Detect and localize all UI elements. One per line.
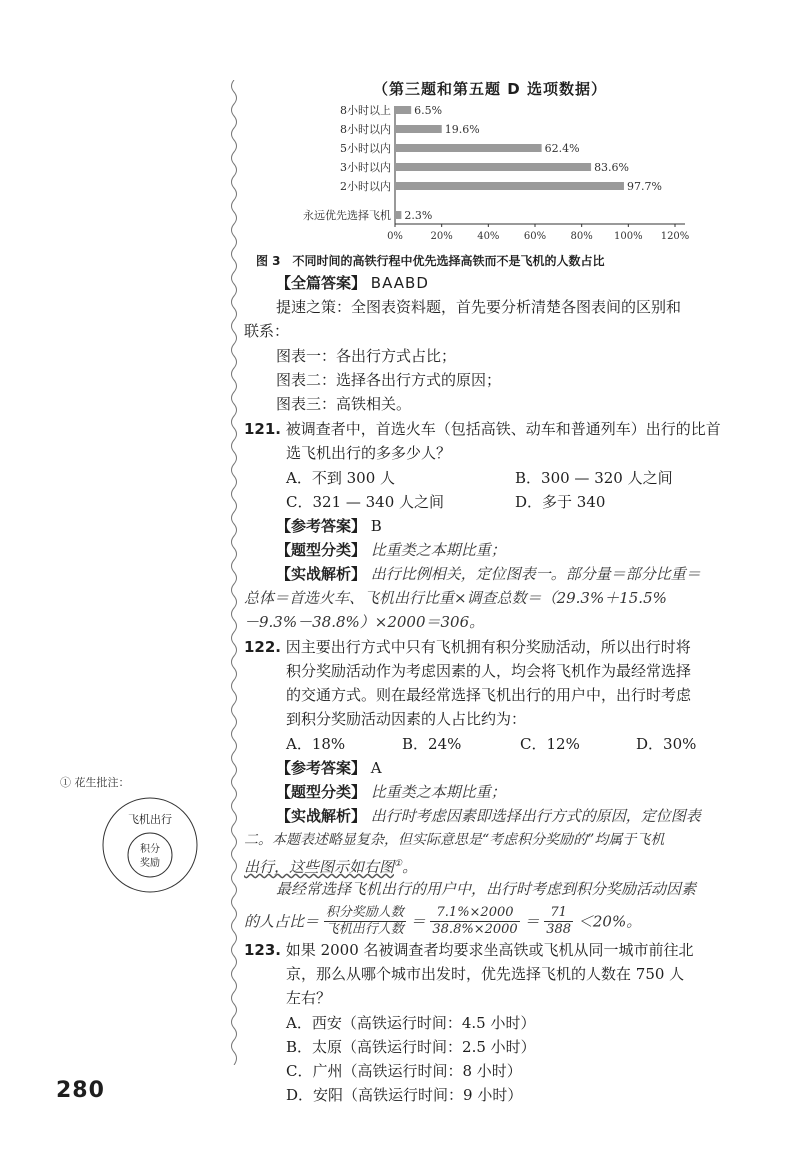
venn-outer-label: 飞机出行	[128, 813, 172, 826]
fraction-1-numerator: 积分奖励人数	[325, 905, 404, 920]
x-tick-label: 60%	[523, 231, 547, 242]
venn-diagram	[98, 795, 202, 895]
q121-option-c: C．321 — 340 人之间	[286, 493, 445, 511]
q121-type-value: 比重类之本期比重；	[370, 541, 506, 559]
x-tick-label: 100%	[614, 231, 643, 242]
bar-chart	[275, 100, 715, 250]
bar	[396, 106, 411, 114]
ref-answer-label: 【参考答案】	[276, 517, 367, 535]
analysis-label-2: 【实战解析】	[276, 807, 367, 825]
q122-option-c: C．12%	[520, 735, 580, 753]
q122-formula	[244, 905, 641, 938]
bar	[396, 125, 442, 133]
q122-ref-value: A	[370, 759, 382, 777]
q121-line-1	[244, 418, 721, 440]
q121-number: 121.	[244, 420, 282, 438]
category-label: 永远优先选择飞机	[303, 209, 391, 222]
q123-number: 123.	[244, 941, 282, 959]
q122-analysis-text-3: 出行，这些图示如右图	[244, 858, 395, 876]
value-label: 62.4%	[544, 142, 580, 155]
equals-1: ＝	[410, 912, 426, 931]
category-label: 3小时以内	[340, 161, 391, 174]
value-label: 19.6%	[444, 123, 480, 136]
fraction-3-denominator: 388	[546, 922, 572, 937]
q121-type	[276, 539, 506, 561]
venn-inner-circle	[128, 833, 172, 877]
chart-desc-2: 图表二：选择各出行方式的原因；	[276, 371, 502, 389]
q122-stem-2: 积分奖励活动作为考虑因素的人，均会将飞机作为最经常选择	[286, 662, 692, 680]
q122-type-value: 比重类之本期比重；	[370, 783, 506, 801]
q121-analysis-text-1: 出行比例相关，定位图表一。部分量＝部分比重＝	[370, 565, 701, 583]
chart-caption: 图 3 不同时间的高铁行程中优先选择高铁而不是飞机的人数占比	[256, 254, 605, 268]
fraction-2-numerator: 7.1%×2000	[430, 905, 519, 922]
q123-option-b: B．太原（高铁运行时间：2.5 小时）	[286, 1038, 536, 1056]
q123-option-c: C．广州（高铁运行时间：8 小时）	[286, 1062, 522, 1080]
tip-line-2: 联系：	[244, 322, 290, 340]
page-number: 280	[56, 1078, 105, 1103]
q122-stem-3: 的交通方式。则在最经常选择飞机出行的用户中，出行时考虑	[286, 686, 692, 704]
category-label: 8小时以上	[340, 104, 391, 117]
q121-analysis-3: －9.3%－38.8%）×2000＝306。	[244, 613, 485, 631]
chart-desc-3: 图表三：高铁相关。	[276, 395, 412, 413]
equals-2: ＝	[524, 912, 540, 931]
q122-stem-1: 因主要出行方式中只有飞机拥有积分奖励活动，所以出行时将	[285, 638, 691, 656]
q123-line-1	[244, 939, 694, 961]
value-label: 2.3%	[404, 209, 433, 222]
formula-prefix: 的人占比＝	[244, 912, 320, 931]
type-label-2: 【题型分类】	[276, 783, 367, 801]
answer-line	[276, 272, 429, 294]
fraction-2-denominator: 38.8%×2000	[432, 922, 518, 937]
q122-analysis-text-1: 出行时考虑因素即选择出行方式的原因，定位图表	[370, 807, 701, 825]
bar	[396, 144, 542, 152]
q121-analysis-1	[276, 563, 701, 585]
value-label: 83.6%	[594, 161, 630, 174]
q123-stem-1: 如果 2000 名被调查者均要求坐高铁或飞机从同一城市前往北	[285, 941, 694, 959]
q122-option-d: D．30%	[636, 735, 697, 753]
margin-wavy-line	[228, 80, 240, 1065]
chart-desc-1: 图表一：各出行方式占比；	[276, 347, 457, 365]
x-tick-label: 40%	[477, 231, 500, 242]
q122-ref-answer	[276, 757, 382, 779]
category-label: 5小时以内	[340, 142, 391, 155]
q121-option-b: B．300 — 320 人之间	[515, 469, 673, 487]
analysis-label: 【实战解析】	[276, 565, 367, 583]
category-label: 8小时以内	[340, 123, 391, 136]
x-tick-label: 120%	[660, 231, 690, 242]
answer-value: BAABD	[370, 274, 429, 292]
type-label: 【题型分类】	[276, 541, 367, 559]
q121-analysis-2: 总体＝首选火车、飞机出行比重×调查总数＝（29.3%＋15.5%	[244, 589, 667, 607]
ref-answer-label-2: 【参考答案】	[276, 759, 367, 777]
x-tick-label: 20%	[430, 231, 453, 242]
q123-stem-3: 左右？	[286, 989, 332, 1007]
side-note-title: ① 花生批注：	[60, 776, 130, 789]
fraction-3-numerator: 71	[544, 905, 573, 922]
q122-analysis-3: 出行，这些图示如右图①。	[244, 858, 418, 876]
q121-option-d: D．多于 340	[515, 493, 606, 511]
q122-type	[276, 781, 506, 803]
bar	[396, 182, 624, 190]
category-label: 2小时以内	[340, 180, 391, 193]
venn-inner-label-1: 积分	[140, 844, 160, 855]
q122-analysis-4: 最经常选择飞机出行的用户中，出行时考虑到积分奖励活动因素	[276, 880, 697, 898]
answer-label: 【全篇答案】	[276, 274, 367, 292]
fraction-1-denominator: 飞机出行人数	[325, 922, 404, 937]
chart-title: （第三题和第五题 D 选项数据）	[373, 80, 607, 98]
q122-analysis-1	[276, 805, 701, 827]
fraction-1	[324, 905, 406, 938]
x-tick-label: 0%	[387, 231, 403, 242]
fraction-2	[430, 905, 519, 938]
q121-ref-value: B	[370, 517, 382, 535]
value-label: 6.5%	[414, 104, 443, 117]
x-tick-label: 80%	[570, 231, 593, 242]
q122-number: 122.	[244, 638, 282, 656]
q123-option-a: A．西安（高铁运行时间：4.5 小时）	[286, 1014, 536, 1032]
fraction-3	[544, 905, 573, 938]
bar	[396, 211, 401, 219]
q121-stem-2: 选飞机出行的多多少人？	[286, 444, 452, 462]
q121-stem-1: 被调查者中，首选火车（包括高铁、动车和普通列车）出行的比首	[285, 420, 721, 438]
bar	[396, 163, 591, 171]
q123-option-d: D．安阳（高铁运行时间：9 小时）	[286, 1086, 523, 1104]
value-label: 97.7%	[626, 180, 662, 193]
venn-inner-label-2: 奖励	[140, 858, 160, 869]
q122-stem-4: 到积分奖励活动因素的人占比约为：	[286, 710, 527, 728]
q122-analysis-2: 二。本题表述略显复杂，但实际意思是“考虑积分奖励的”均属于飞机	[244, 832, 665, 848]
q121-option-a: A．不到 300 人	[286, 469, 395, 487]
formula-result: ＜20%。	[577, 912, 642, 931]
q122-option-b: B．24%	[402, 735, 462, 753]
q121-ref-answer	[276, 515, 382, 537]
footnote-marker: ①	[394, 859, 403, 869]
q123-stem-2: 京，那么从哪个城市出发时，优先选择飞机的人数在 750 人	[286, 965, 685, 983]
tip-line-1: 提速之策：全图表资料题，首先要分析清楚各图表间的区别和	[276, 298, 682, 316]
q122-line-1	[244, 636, 691, 658]
q122-option-a: A．18%	[286, 735, 346, 753]
